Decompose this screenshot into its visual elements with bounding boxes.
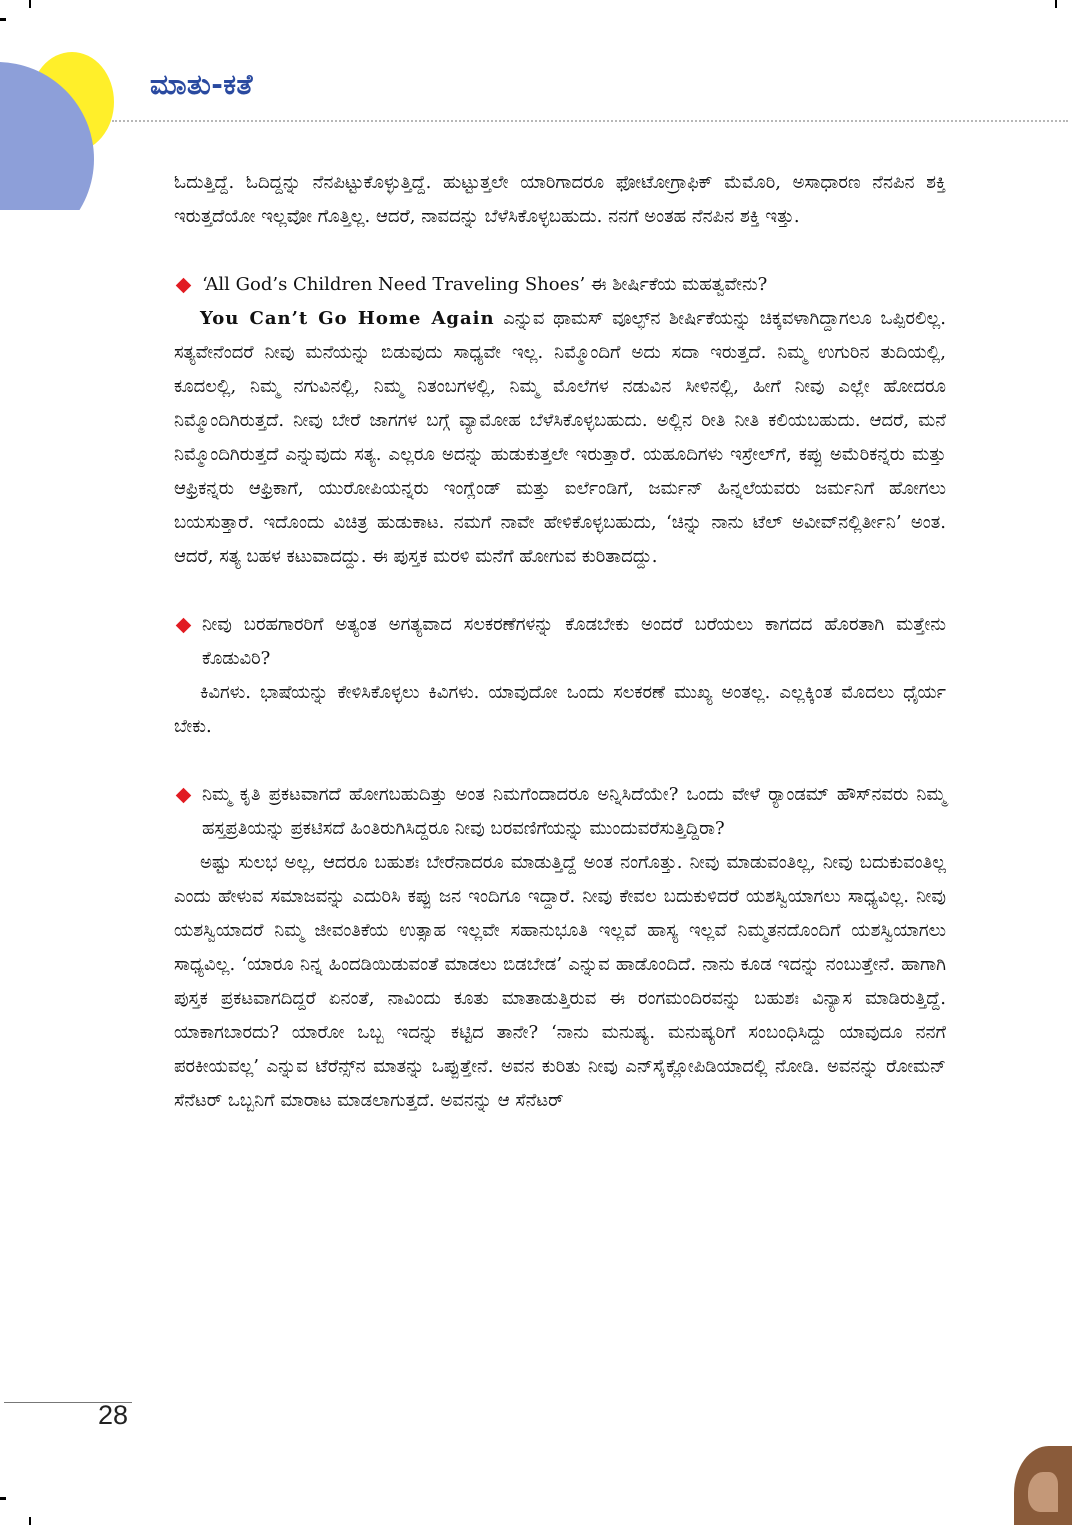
answer-text: ಎನ್ನುವ ಥಾಮಸ್ ವೂಲ್ಫ್‌ನ ಶೀರ್ಷಿಕೆಯನ್ನು ಚಿಕ್ಕವಳಾಗಿದ್ದಾಗಲೂ ಒಪ್ಪಿರಲಿಲ್ಲ. ಸತ್ಯವೇನೆಂದರೆ ನೀವು ಮನೆಯನ್ನು ಬಿಡುವುದು ಸಾಧ್ಯವೇ ಇಲ್ಲ. ನಿಮ್ಮೊಂದಿಗೆ ಅದು ಸದಾ ಇರುತ್ತದೆ. ನಿಮ್ಮ ಉಗುರಿನ ತುದಿಯಲ್ಲಿ, ಕೂದಲಲ್ಲಿ, ನಿಮ್ಮ ನಗುವಿನಲ್ಲಿ, ನಿಮ್ಮ ನಿತಂಬಗಳಲ್ಲಿ, ನಿಮ್ಮ ಮೊಲೆಗಳ ನಡುವಿನ ಸೀಳಿನಲ್ಲಿ, ಹೀಗೆ ನೀವು ಎಲ್ಲೇ ಹೋದರೂ ನಿಮ್ಮೊಂದಿಗಿರುತ್ತದೆ. ನೀವು ಬೇರೆ ಜಾಗಗಳ ಬಗ್ಗೆ ವ್ಯಾಮೋಹ ಬೆಳೆಸಿಕೊಳ್ಳಬಹುದು. ಅಲ್ಲಿನ ರೀತಿ ನೀತಿ ಕಲಿಯಬಹುದು. ಆದರೆ, ಮನೆ ನಿಮ್ಮೊಂದಿಗಿರುತ್ತದೆ ಎನ್ನುವುದು ಸತ್ಯ. ಎಲ್ಲರೂ ಅದನ್ನು ಹುಡುಕುತ್ತಲೇ ಇರುತ್ತಾರೆ. ಯಹೂದಿಗಳು ಇಸ್ರೇಲ್‌ಗೆ, ಕಪ್ಪು ಅಮೆರಿಕನ್ನರು ಮತ್ತು ಆಫ್ರಿಕನ್ನರು ಆಫ್ರಿಕಾಗೆ, ಯುರೋಪಿಯನ್ನರು ಇಂಗ್ಲೆಂಡ್ ಮತ್ತು ಐರ್ಲೆಂಡಿಗೆ, ಜರ್ಮನ್ ಹಿನ್ನಲೆಯವರು ಜರ್ಮನಿಗೆ ಹೋಗಲು ಬಯಸುತ್ತಾರೆ. ಇದೊಂದು ವಿಚಿತ್ರ ಹುಡುಕಾಟ. ನಮಗೆ ನಾವೇ ಹೇಳಿಕೊಳ್ಳಬಹುದು, ‘ಚಿನ್ನು ನಾನು ಟೆಲ್ ಅವೀವ್‌ನಲ್ಲಿರ್ತೀನಿ’ ಅಂತ. ಆದರೆ, ಸತ್ಯ ಬಹಳ ಕಟುವಾದದ್ದು. ಈ ಪುಸ್ತಕ ಮರಳಿ ಮನೆಗೆ ಹೋಗುವ ಕುರಿತಾದದ್ದು. xyxy=(174,308,946,567)
question-text: ನಿಮ್ಮ ಕೃತಿ ಪ್ರಕಟವಾಗದೆ ಹೋಗಬಹುದಿತ್ತು ಅಂತ ನಿಮಗೆಂದಾದರೂ ಅನ್ನಿಸಿದೆಯೇ? ಒಂದು ವೇಳೆ ರ್‍ಯಾಂಡಮ್ ಹೌಸ್‌ನವರು ನಿಮ್ಮ ಹಸ್ತಪ್ರತಿಯನ್ನು ಪ್ರಕಟಿಸದೆ ಹಿಂತಿರುಗಿಸಿದ್ದರೂ ನೀವು ಬರವಣಿಗೆಯನ್ನು ಮುಂದುವರೆಸುತ್ತಿದ್ದಿರಾ? xyxy=(202,784,946,839)
crop-mark-top-right xyxy=(1055,0,1057,8)
question-3 xyxy=(174,778,946,846)
crop-mark-top-left xyxy=(0,18,6,21)
answer-3: ಅಷ್ಟು ಸುಲಭ ಅಲ್ಲ, ಆದರೂ ಬಹುಶಃ ಬೇರೆನಾದರೂ ಮಾಡುತ್ತಿದ್ದೆ ಅಂತ ನಂಗೊತ್ತು. ನೀವು ಮಾಡುವಂತಿಲ್ಲ, ನೀವು ಬದುಕುವಂತಿಲ್ಲ ಎಂದು ಹೇಳುವ ಸಮಾಜವನ್ನು ಎದುರಿಸಿ ಕಪ್ಪು ಜನ ಇಂದಿಗೂ ಇದ್ದಾರೆ. ನೀವು ಕೇವಲ ಬದುಕುಳಿದರೆ ಯಶಸ್ವಿಯಾಗಲು ಸಾಧ್ಯವಿಲ್ಲ. ನೀವು ಯಶಸ್ವಿಯಾದರೆ ನಿಮ್ಮ ಜೀವಂತಿಕೆಯ ಉತ್ಸಾಹ ಇಲ್ಲವೇ ಸಹಾನುಭೂತಿ ಇಲ್ಲವೆ ಹಾಸ್ಯ ಇಲ್ಲವೆ ನಿಮ್ಮತನದೊಂದಿಗೆ ಯಶಸ್ವಿಯಾಗಲು ಸಾಧ್ಯವಿಲ್ಲ. ‘ಯಾರೂ ನಿನ್ನ ಹಿಂದಡಿಯಿಡುವಂತೆ ಮಾಡಲು ಬಿಡಬೇಡ’ ಎನ್ನುವ ಹಾಡೊಂದಿದೆ. ನಾನು ಕೂಡ ಇದನ್ನು ನಂಬುತ್ತೇನೆ. ಹಾಗಾಗಿ ಪುಸ್ತಕ ಪ್ರಕಟವಾಗದಿದ್ದರೆ ಏನಂತೆ, ನಾವಿಂದು ಕೂತು ಮಾತಾಡುತ್ತಿರುವ ಈ ರಂಗಮಂದಿರವನ್ನು ಬಹುಶಃ ವಿನ್ಯಾಸ ಮಾಡಿರುತ್ತಿದ್ದೆ. ಯಾಕಾಗಬಾರದು? ಯಾರೋ ಒಬ್ಬ ಇದನ್ನು ಕಟ್ಟಿದ ತಾನೇ? ‘ನಾನು ಮನುಷ್ಯ. ಮನುಷ್ಯರಿಗೆ ಸಂಬಂಧಿಸಿದ್ದು ಯಾವುದೂ ನನಗೆ ಪರಕೀಯವಲ್ಲ’ ಎನ್ನುವ ಟೆರೆನ್ಸ್‌ನ ಮಾತನ್ನು ಒಪ್ಪುತ್ತೇನೆ. ಅವನ ಕುರಿತು ನೀವು ಎನ್‌ಸೈಕ್ಲೋಪಿಡಿಯಾದಲ್ಲಿ ನೋಡಿ. ಅವನನ್ನು ರೋಮನ್ ಸೆನೆಟರ್ ಒಬ್ಬನಿಗೆ ಮಾರಾಟ ಮಾಡಲಾಗುತ್ತದೆ. ಅವನನ್ನು ಆ ಸೆನೆಟರ್ xyxy=(174,852,946,1111)
diamond-bullet-icon xyxy=(176,278,192,294)
answer-2: ಕಿವಿಗಳು. ಭಾಷೆಯನ್ನು ಕೇಳಿಸಿಕೊಳ್ಳಲು ಕಿವಿಗಳು. ಯಾವುದೋ ಒಂದು ಸಲಕರಣೆ ಮುಖ್ಯ ಅಂತಲ್ಲ. ಎಲ್ಲಕ್ಕಿಂತ ಮೊದಲು ಧೈರ್ಯ ಬೇಕು. xyxy=(174,682,946,737)
answer-1 xyxy=(174,302,946,574)
crop-mark-bottom-left xyxy=(0,1497,6,1500)
page-number: 28 xyxy=(98,1400,129,1430)
header-dotted-divider xyxy=(112,120,1068,122)
question-text: ‘All God’s Children Need Traveling Shoes’ ಈ ಶೀರ್ಷಿಕೆಯ ಮಹತ್ವವೇನು? xyxy=(202,274,768,295)
question-2 xyxy=(174,608,946,676)
article-body xyxy=(174,166,946,1118)
header-decoration-mask xyxy=(0,210,140,270)
corner-illustration xyxy=(1014,1446,1072,1525)
diamond-bullet-icon xyxy=(176,788,192,804)
crop-mark-bottom xyxy=(29,1517,31,1525)
question-text: ನೀವು ಬರಹಗಾರರಿಗೆ ಅತ್ಯಂತ ಅಗತ್ಯವಾದ ಸಲಕರಣೆಗಳನ್ನು ಕೊಡಬೇಕು ಅಂದರೆ ಬರೆಯಲು ಕಾಗದದ ಹೊರತಾಗಿ ಮತ್ತೇನು ಕೊಡುವಿರಿ? xyxy=(202,614,946,669)
section-title: ಮಾತು-ಕತೆ xyxy=(150,68,253,101)
crop-mark-top xyxy=(29,0,31,8)
question-1 xyxy=(174,268,946,302)
book-title: You Can’t Go Home Again xyxy=(200,308,495,329)
intro-paragraph: ಓದುತ್ತಿದ್ದೆ. ಓದಿದ್ದನ್ನು ನೆನಪಿಟ್ಟುಕೊಳ್ಳುತ್ತಿದ್ದೆ. ಹುಟ್ಟುತ್ತಲೇ ಯಾರಿಗಾದರೂ ಫೋಟೋಗ್ರಾಫಿಕ್ ಮೆಮೊರಿ, ಅಸಾಧಾರಣ ನೆನಪಿನ ಶಕ್ತಿ ಇರುತ್ತದೆಯೋ ಇಲ್ಲವೋ ಗೊತ್ತಿಲ್ಲ. ಆದರೆ, ನಾವದನ್ನು ಬೆಳೆಸಿಕೊಳ್ಳಬಹುದು. ನನಗೆ ಅಂತಹ ನೆನಪಿನ ಶಕ್ತಿ ಇತ್ತು. xyxy=(174,172,946,227)
diamond-bullet-icon xyxy=(176,618,192,634)
